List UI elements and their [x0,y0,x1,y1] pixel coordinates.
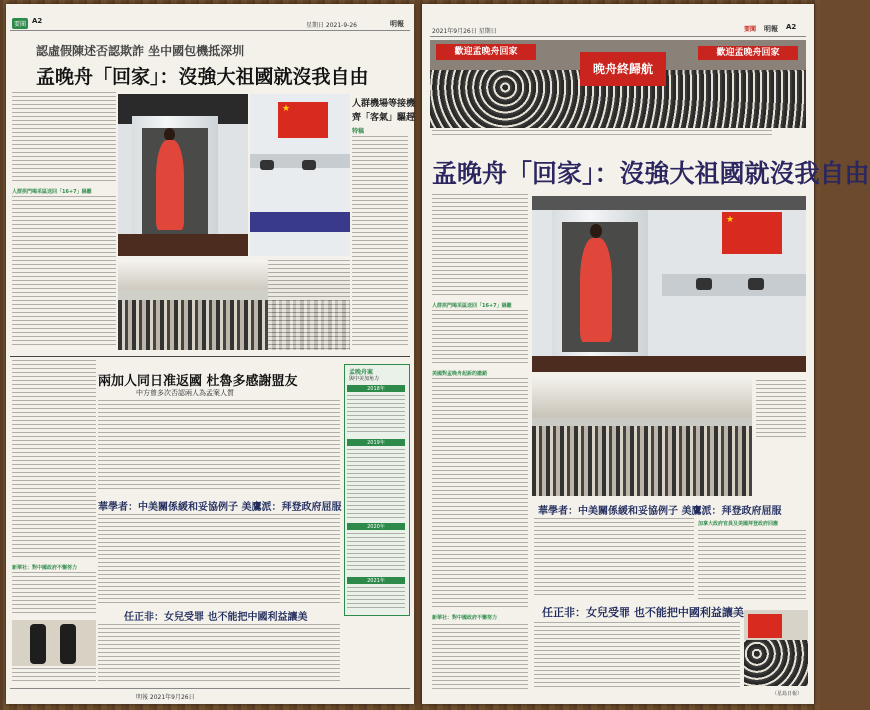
subhead-1: 人群拱門喝采區送回「16+7」隔離 [432,303,512,309]
article-text-side-note [698,530,806,600]
subhead-3: 新華社：對中國政府不懈努力 [432,615,498,621]
header-rule [430,36,806,37]
article-text-column-3 [432,624,528,690]
article-text-column-1 [432,310,528,364]
side-headline-1: 人群機場等接機 [352,99,416,109]
photo-caption [12,668,96,684]
main-headline: 孟晚舟「回家」：沒強大祖國就沒我自由 [36,66,369,88]
newspaper-page-right [422,4,870,704]
timeline-text [347,533,405,573]
subhead-2: 美國對孟晚舟起訴的撤銷 [432,371,488,377]
article-text-section3 [534,518,694,598]
timeline-year: 2020年 [347,523,405,530]
timeline-title-2: 與中美加角力 [349,376,380,382]
section-2-headline: 兩加人同日准返國 杜魯多感謝盟友 [98,374,298,389]
photo-caption-side [756,380,806,440]
photo-crowd-at-airport [532,378,752,496]
section-4-headline: 任正非：女兒受罪 也不能把中國利益讓美 [542,606,744,619]
page-number: A2 [786,23,797,31]
newspaper-page-left [6,4,414,704]
side-label: 特稿 [352,128,365,135]
subhead-2: 新華社：對中國政府不懈努力 [12,565,78,571]
article-text-section3 [98,514,340,604]
timeline-year: 2021年 [347,577,405,584]
side-headline-2: 齊「客氣」驅趕 [352,113,416,123]
masthead: 明報 [764,25,778,33]
section-badge: 要聞 [12,18,28,29]
kicker: 認虛假陳述否認欺詐 坐中國包機抵深圳 [36,44,245,58]
masthead: 明報 [390,20,404,28]
banner-1: 歡迎孟晚舟回家 [436,44,536,60]
article-text-column-2 [432,378,528,608]
footer-rule [10,688,410,689]
article-text-intro [432,194,528,298]
article-text-section2-col1b [12,572,96,616]
article-text-section2 [98,400,340,492]
article-text-section4 [534,622,740,690]
timeline-year: 2019年 [347,439,405,446]
timeline-text [347,587,405,611]
section-3-headline: 華學者：中美關係緩和妥協例子 美鷹派：拜登政府屈服 [98,502,342,513]
timeline-text [347,449,405,519]
article-text-intro [12,92,116,184]
photo-crowd-welcome-banners [430,40,806,128]
timeline-year: 2018年 [347,385,405,392]
header-date: 2021年9月26日 星期日 [432,28,497,35]
timeline-text [347,395,405,435]
main-headline: 孟晚舟「回家」：沒強大祖國就沒我自由 [432,159,870,188]
photo-credit: （星島日報） [772,691,803,697]
photo-plane-fuselage: ★ [250,94,350,256]
photo-shoes-ankle-monitor [12,620,96,666]
header-date: 星期日 2021-9-26 [306,22,357,29]
photo-caption-block [268,260,350,350]
header-rule [10,30,410,31]
subhead-1: 人群拱門喝采區送回「16+7」隔離 [12,189,92,195]
section-badge: 要聞 [744,26,757,33]
article-text-column-1 [12,196,116,346]
section-divider [10,356,410,357]
article-text-section4 [98,624,340,682]
section-3-headline: 華學者：中美關係緩和妥協例子 美鷹派：拜登政府屈服 [538,506,782,517]
photo-meng-at-plane-door: ★ [532,196,806,372]
photo-caption [432,130,772,138]
side-note: 加拿大政府官員及美國拜登政府回應 [698,521,779,527]
page-number: A2 [32,17,43,25]
article-text-section2-col1 [12,360,96,560]
timeline-sidebar [344,364,410,616]
photo-crowd-flags [744,610,808,686]
section-2-subhead: 中方曾多次否認兩人為孟案人質 [136,389,234,397]
side-article-text [352,136,408,348]
section-4-headline: 任正非：女兒受罪 也不能把中國利益讓美 [124,612,308,623]
timeline-title-1: 孟晚舟案 [349,369,374,376]
banner-3: 歡迎孟晚舟回家 [698,46,798,60]
footer-text: 明報 2021年9月26日 [136,694,195,701]
photo-meng-at-plane-door [118,94,248,256]
banner-2: 晚舟終歸航 [580,52,666,86]
